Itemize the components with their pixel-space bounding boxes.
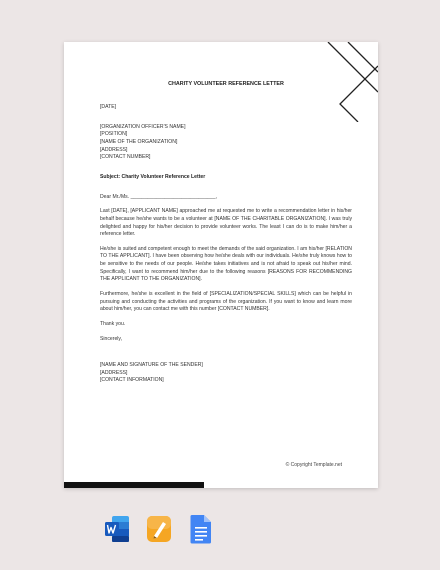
- pages-icon[interactable]: [146, 514, 172, 544]
- sender-name: [NAME AND SIGNATURE OF THE SENDER]: [100, 362, 203, 369]
- recipient-block: [100, 124, 352, 162]
- word-icon[interactable]: [104, 514, 130, 544]
- copyright-notice: © Copyright Template.net: [285, 462, 342, 468]
- page-bottom-bar: [64, 482, 204, 488]
- recipient-name: [ORGANIZATION OFFICER'S NAME]: [100, 123, 186, 130]
- document-page: [64, 42, 378, 488]
- paragraph-2: He/she is suited and competent enough to meet the demands of the said organization. I am his/her [RELATION TO THE APPLICANT]. I have been observing how he/she deals with our individuals. He/she truly knows how to be sensitive to the needs of our people. He/she takes initiatives and is not afraid to speak out his/her mind. Specifically, I want to recommend him/her due to the following reasons [REASONS FOR RECOMMENDING THE APPLICANT TO THE ORGANIZATION].: [100, 245, 352, 283]
- sender-address: [ADDRESS]: [100, 369, 128, 376]
- format-icons: [104, 514, 214, 544]
- sender-contact: [CONTACT INFORMATION]: [100, 377, 164, 384]
- letter-salutation: Dear Mr./Ms. ______________________________,: [100, 193, 217, 200]
- letter-subject: Subject: Charity Volunteer Reference Letter: [100, 173, 206, 180]
- letter-body: [100, 80, 352, 385]
- letter-date: [DATE]: [100, 104, 117, 111]
- letter-thanks: Thank you.: [100, 320, 126, 327]
- sender-block: [100, 362, 352, 385]
- recipient-position: [POSITION]: [100, 131, 128, 138]
- letter-closing: Sincerely,: [100, 335, 122, 342]
- recipient-organization: [NAME OF THE ORGANIZATION]: [100, 139, 178, 146]
- paragraph-3: Furthermore, he/she is excellent in the field of [SPECIALIZATION/SPECIAL SKILLS] which can be helpful in pursuing and conducting the activities and programs of the organization. If you want to know and learn more about him/her, you can contact me with this number [CONTACT NUMBER].: [100, 291, 352, 313]
- recipient-address: [ADDRESS]: [100, 146, 128, 153]
- recipient-contact: [CONTACT NUMBER]: [100, 154, 151, 161]
- paragraph-1: Last [DATE], [APPLICANT NAME] approached me at requested me to write a recommendation letter in his/her behalf because he/she wants to be a volunteer at [NAME OF THE CHARITABLE ORGANIZATION]. I was truly delighted and happy for his/her decision to provide volunteer works. The least I can do is to make him/her a reference letter.: [100, 208, 352, 238]
- google-docs-icon[interactable]: [188, 514, 214, 544]
- letter-title: CHARITY VOLUNTEER REFERENCE LETTER: [168, 81, 284, 87]
